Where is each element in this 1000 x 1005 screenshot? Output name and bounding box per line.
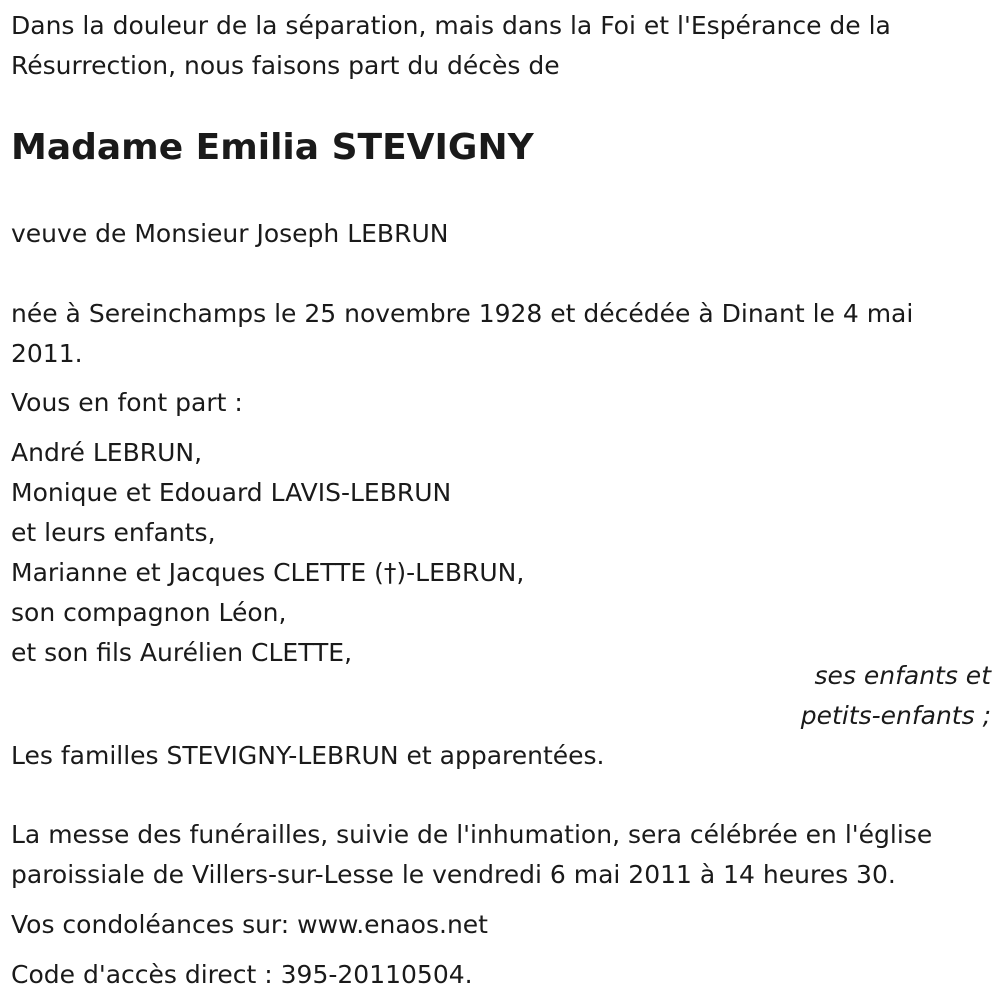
family-role: [801, 656, 991, 736]
condolences-line: Vos condoléances sur: www.enaos.net: [11, 910, 488, 939]
family-list: [11, 433, 524, 673]
family-member: et son fils Aurélien CLETTE,: [11, 638, 353, 667]
family-role-line-2: petits-enfants ;: [800, 701, 991, 730]
birth-death-line-1: née à Sereinchamps le 25 novembre 1928 et décédée à Dinant le 4 mai: [11, 299, 914, 328]
families-line: Les familles STEVIGNY-LEBRUN et apparentées.: [11, 741, 605, 770]
birth-death-line-2: 2011.: [11, 339, 83, 368]
widow-line: veuve de Monsieur Joseph LEBRUN: [11, 219, 449, 248]
family-member: son compagnon Léon,: [11, 598, 287, 627]
family-member: et leurs enfants,: [11, 518, 216, 547]
birth-death-paragraph: [11, 294, 913, 374]
funeral-line-1: La messe des funérailles, suivie de l'inhumation, sera célébrée en l'église: [11, 820, 933, 849]
intro-paragraph: [11, 6, 891, 86]
funeral-paragraph: [11, 815, 932, 895]
funeral-line-2: paroissiale de Villers-sur-Lesse le vendredi 6 mai 2011 à 14 heures 30.: [11, 860, 896, 889]
deceased-name: Madame Emilia STEVIGNY: [11, 127, 534, 168]
announce-label: Vous en font part :: [11, 388, 243, 417]
family-role-line-1: ses enfants et: [814, 661, 991, 690]
family-member: Monique et Edouard LAVIS-LEBRUN: [11, 478, 452, 507]
access-code-line: Code d'accès direct : 395-20110504.: [11, 960, 473, 989]
family-member: Marianne et Jacques CLETTE (†)-LEBRUN,: [11, 558, 525, 587]
intro-line-1: Dans la douleur de la séparation, mais dans la Foi et l'Espérance de la: [11, 11, 891, 40]
intro-line-2: Résurrection, nous faisons part du décès de: [11, 51, 560, 80]
family-member: André LEBRUN,: [11, 438, 203, 467]
